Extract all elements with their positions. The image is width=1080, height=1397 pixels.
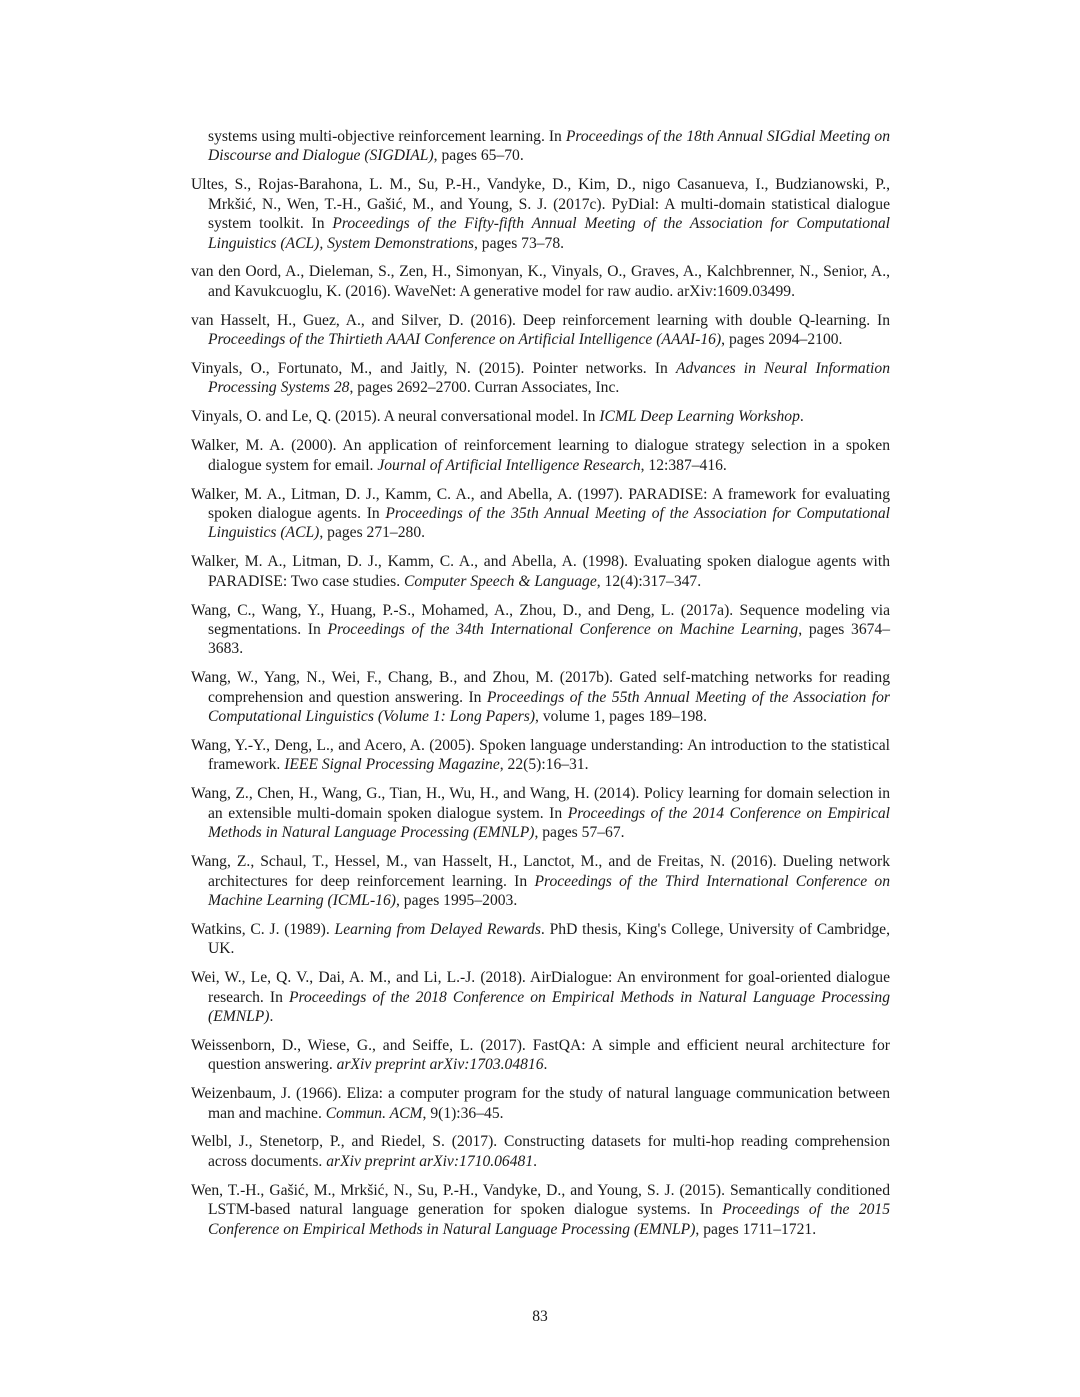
reference-entry — [191, 784, 890, 842]
reference-text: Weizenbaum, J. (1966). Eliza: a computer program for the study of natural language communication between man and machine. — [191, 1085, 890, 1122]
reference-tail: . — [533, 1152, 538, 1170]
reference-tail: , pages 1995–2003. — [395, 891, 518, 909]
reference-text: van den Oord, A., Dieleman, S., Zen, H., Simonyan, K., Vinyals, O., Graves, A., Kalchbrenner, N., Senior, A., and Kavukcuoglu, K. (2016). WaveNet: A generative model for raw audio. arXiv:1609.03499. — [191, 263, 890, 300]
reference-text: Wang, Z., Chen, H., Wang, G., Tian, H., Wu, H., and Wang, H. (2014). Policy learning for domain selection in an extensible multi-domain spoken dialogue system. In — [191, 785, 890, 822]
reference-tail: . PhD thesis, King's College, University of Cambridge, UK. — [208, 920, 890, 958]
reference-venue: arXiv preprint arXiv:1703.04816 — [336, 1056, 544, 1074]
reference-text: Wen, T.-H., Gašić, M., Mrkšić, N., Su, P.-H., Vandyke, D., and Young, S. J. (2015). Semantically conditioned LSTM-based natural language generation for spoken dialogue systems. In — [191, 1181, 890, 1219]
reference-entry — [191, 127, 890, 166]
reference-entry — [191, 1181, 890, 1239]
reference-venue: ICML Deep Learning Workshop — [599, 408, 800, 426]
reference-text: Vinyals, O., Fortunato, M., and Jaitly, N. (2015). Pointer networks. In — [191, 360, 676, 378]
reference-text: Vinyals, O. and Le, Q. (2015). A neural conversational model. In — [191, 408, 600, 426]
reference-tail: , 12(4):317–347. — [596, 572, 702, 590]
reference-entry — [191, 262, 890, 301]
reference-entry — [191, 407, 890, 426]
reference-tail: . — [799, 408, 804, 426]
reference-tail: , pages 271–280. — [319, 524, 426, 542]
reference-entry — [191, 359, 890, 398]
reference-entry — [191, 436, 890, 475]
reference-venue: Commun. ACM — [325, 1104, 423, 1122]
reference-entry — [191, 968, 890, 1026]
reference-text: Wei, W., Le, Q. V., Dai, A. M., and Li, L.-J. (2018). AirDialogue: An environment for goal-oriented dialogue research. In — [191, 969, 890, 1006]
reference-entry — [191, 485, 890, 543]
reference-tail: , pages 3674–3683. — [208, 621, 891, 658]
reference-tail: , volume 1, pages 189–198. — [535, 708, 707, 726]
reference-venue: Proceedings of the 18th Annual SIGdial Meeting on Discourse and Dialogue (SIGDIAL) — [208, 128, 890, 165]
reference-entry — [191, 601, 890, 659]
reference-text: Watkins, C. J. (1989). — [191, 920, 335, 938]
reference-tail: . — [269, 1007, 274, 1025]
reference-venue: Advances in Neural Information Processing Systems 28 — [208, 360, 890, 397]
reference-tail: , pages 73–78. — [473, 234, 565, 252]
reference-venue: Proceedings of the 2018 Conference on Empirical Methods in Natural Language Processing (EMNLP) — [208, 988, 890, 1025]
reference-venue: Proceedings of the Thirtieth AAAI Conference on Artificial Intelligence (AAAI-16) — [208, 331, 722, 349]
reference-tail: , pages 2692–2700. Curran Associates, Inc. — [349, 379, 620, 397]
reference-text: Wang, C., Wang, Y., Huang, P.-S., Mohamed, A., Zhou, D., and Deng, L. (2017a). Sequence modeling via segmentations. In — [191, 601, 890, 639]
reference-venue: Proceedings of the Third International Conference on Machine Learning (ICML-16) — [208, 872, 890, 909]
reference-text: Welbl, J., Stenetorp, P., and Riedel, S. (2017). Constructing datasets for multi-hop reading comprehension across documents. — [191, 1133, 890, 1170]
reference-entry — [191, 668, 890, 726]
reference-tail: , pages 57–67. — [534, 824, 625, 842]
reference-tail: , 22(5):16–31. — [499, 756, 589, 774]
reference-entry — [191, 1084, 890, 1123]
reference-venue: Computer Speech & Language — [404, 572, 597, 590]
reference-tail: , 9(1):36–45. — [422, 1104, 504, 1122]
reference-tail: . — [543, 1056, 548, 1074]
reference-entry — [191, 311, 890, 350]
reference-entry — [191, 552, 890, 591]
reference-tail: , 12:387–416. — [640, 456, 727, 474]
reference-entry — [191, 920, 890, 959]
reference-tail: , pages 1711–1721. — [695, 1220, 817, 1238]
reference-venue: Learning from Delayed Rewards — [334, 920, 541, 938]
reference-venue: Proceedings of the 2014 Conference on Empirical Methods in Natural Language Processing (EMNLP) — [208, 804, 890, 842]
reference-text: Ultes, S., Rojas-Barahona, L. M., Su, P.-H., Vandyke, D., Kim, D., nigo Casanueva, I., Budzianowski, P., Mrkšić, N., Wen, T.-H., Gašić, M., and Young, S. J. (2017c). PyDial: A multi-domain statistical dialogue system toolkit. In — [191, 176, 890, 233]
reference-list — [191, 127, 890, 1249]
reference-text: Walker, M. A., Litman, D. J., Kamm, C. A., and Abella, A. (1997). PARADISE: A framework for evaluating spoken dialogue agents. In — [191, 485, 890, 522]
page-number: 83 — [532, 1308, 548, 1325]
reference-text: Walker, M. A., Litman, D. J., Kamm, C. A., and Abella, A. (1998). Evaluating spoken dialogue agents with PARADISE: Two case studies. — [191, 553, 890, 590]
reference-text: van Hasselt, H., Guez, A., and Silver, D. (2016). Deep reinforcement learning with double Q-learning. In — [191, 311, 890, 329]
reference-entry — [191, 1132, 890, 1171]
reference-entry — [191, 852, 890, 910]
reference-venue: IEEE Signal Processing Magazine — [284, 756, 500, 774]
reference-tail: , pages 65–70. — [433, 147, 524, 165]
reference-venue: Proceedings of the 55th Annual Meeting of the Association for Computational Linguistics (Volume 1: Long Papers) — [208, 688, 890, 726]
reference-tail: , pages 2094–2100. — [721, 331, 843, 349]
reference-text: Wang, Y.-Y., Deng, L., and Acero, A. (2005). Spoken language understanding: An introduction to the statistical framework. — [191, 737, 890, 774]
reference-venue: Journal of Artificial Intelligence Research — [377, 456, 641, 474]
reference-venue: Proceedings of the Fifty-fifth Annual Meeting of the Association for Computational Linguistics (ACL), System Demonstrations — [208, 215, 890, 252]
reference-entry — [191, 175, 890, 253]
reference-venue: Proceedings of the 2015 Conference on Empirical Methods in Natural Language Processing (EMNLP) — [208, 1201, 891, 1238]
reference-text: Wang, Z., Schaul, T., Hessel, M., van Hasselt, H., Lanctot, M., and de Freitas, N. (2016). Dueling network architectures for deep reinforcement learning. In — [191, 853, 890, 890]
reference-entry — [191, 1036, 890, 1075]
reference-venue: arXiv preprint arXiv:1710.06481 — [326, 1152, 534, 1170]
reference-text: Walker, M. A. (2000). An application of reinforcement learning to dialogue strategy selection in a spoken dialogue system for email. — [191, 437, 890, 474]
reference-text: Weissenborn, D., Wiese, G., and Seiffe, L. (2017). FastQA: A simple and efficient neural architecture for question answering. — [191, 1036, 890, 1074]
reference-text: Wang, W., Yang, N., Wei, F., Chang, B., and Zhou, M. (2017b). Gated self-matching networks for reading comprehension and question answering. In — [191, 669, 890, 706]
reference-entry — [191, 736, 890, 775]
reference-text: systems using multi-objective reinforcement learning. In — [208, 128, 566, 145]
reference-venue: Proceedings of the 35th Annual Meeting of the Association for Computational Linguistics (ACL) — [208, 505, 890, 542]
reference-venue: Proceedings of the 34th International Conference on Machine Learning — [327, 621, 799, 639]
